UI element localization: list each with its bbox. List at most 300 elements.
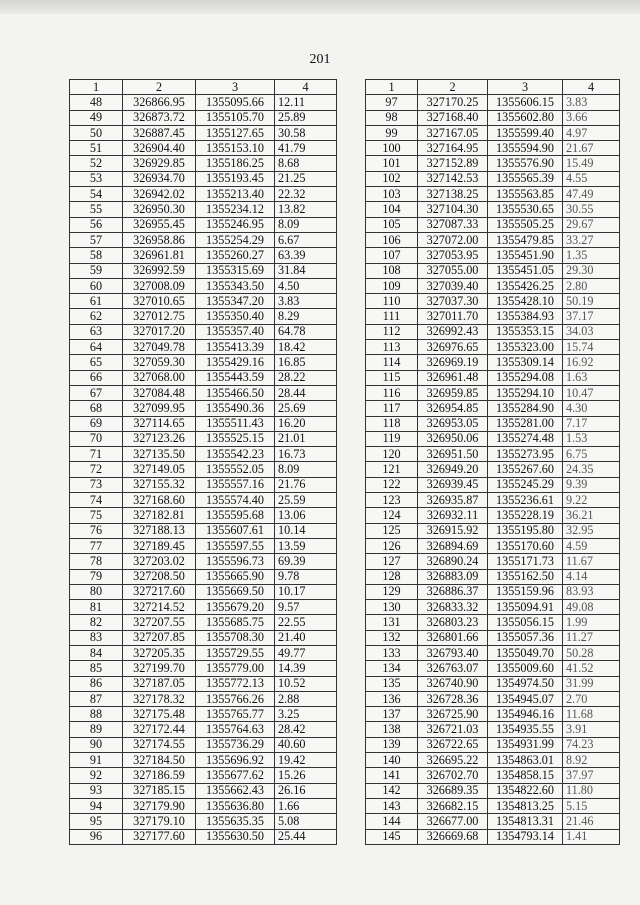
x-coordinate-cell: 326951.50: [418, 447, 488, 462]
point-number-cell: 56: [70, 217, 123, 232]
y-coordinate-cell: 1355552.05: [196, 462, 275, 477]
point-number-cell: 64: [70, 340, 123, 355]
point-number-cell: 77: [70, 538, 123, 553]
y-coordinate-cell: 1354974.50: [488, 676, 563, 691]
y-coordinate-cell: 1355413.39: [196, 340, 275, 355]
point-number-cell: 120: [366, 447, 418, 462]
y-coordinate-cell: 1355599.40: [488, 125, 563, 140]
table-row: [70, 187, 337, 202]
column-header-4: 4: [275, 80, 337, 95]
y-coordinate-cell: 1355274.48: [488, 431, 563, 446]
point-number-cell: 134: [366, 661, 418, 676]
x-coordinate-cell: 327135.50: [123, 447, 196, 462]
table-row: [70, 401, 337, 416]
page-number: 201: [309, 52, 331, 67]
table-row: [70, 385, 337, 400]
x-coordinate-cell: 327217.60: [123, 584, 196, 599]
table-row: [70, 523, 337, 538]
distance-cell: 41.52: [563, 661, 620, 676]
x-coordinate-cell: 326949.20: [418, 462, 488, 477]
y-coordinate-cell: 1355315.69: [196, 263, 275, 278]
coordinates-table-left: [69, 79, 337, 845]
point-number-cell: 145: [366, 829, 418, 844]
table-row: [70, 722, 337, 737]
table-row: [366, 294, 620, 309]
x-coordinate-cell: 327011.70: [418, 309, 488, 324]
table-row: [70, 676, 337, 691]
point-number-cell: 75: [70, 508, 123, 523]
distance-cell: 63.39: [275, 248, 337, 263]
y-coordinate-cell: 1354813.25: [488, 798, 563, 813]
table-row: [366, 661, 620, 676]
distance-cell: 8.29: [275, 309, 337, 324]
point-number-cell: 142: [366, 783, 418, 798]
x-coordinate-cell: 326890.24: [418, 554, 488, 569]
y-coordinate-cell: 1355347.20: [196, 294, 275, 309]
table-row: [366, 125, 620, 140]
distance-cell: 49.08: [563, 600, 620, 615]
distance-cell: 33.27: [563, 232, 620, 247]
column-header-2: 2: [418, 80, 488, 95]
point-number-cell: 122: [366, 477, 418, 492]
distance-cell: 2.80: [563, 278, 620, 293]
x-coordinate-cell: 326883.09: [418, 569, 488, 584]
distance-cell: 47.49: [563, 187, 620, 202]
y-coordinate-cell: 1355511.43: [196, 416, 275, 431]
y-coordinate-cell: 1355195.80: [488, 523, 563, 538]
distance-cell: 28.44: [275, 385, 337, 400]
distance-cell: 4.14: [563, 569, 620, 584]
point-number-cell: 114: [366, 355, 418, 370]
point-number-cell: 141: [366, 768, 418, 783]
table-row: [366, 645, 620, 660]
y-coordinate-cell: 1355294.08: [488, 370, 563, 385]
x-coordinate-cell: 327037.30: [418, 294, 488, 309]
x-coordinate-cell: 327186.59: [123, 768, 196, 783]
point-number-cell: 117: [366, 401, 418, 416]
distance-cell: 8.68: [275, 156, 337, 171]
table-row: [366, 554, 620, 569]
distance-cell: 25.44: [275, 829, 337, 844]
x-coordinate-cell: 327149.05: [123, 462, 196, 477]
x-coordinate-cell: 326904.40: [123, 141, 196, 156]
point-number-cell: 107: [366, 248, 418, 263]
point-number-cell: 138: [366, 722, 418, 737]
table-row: [70, 370, 337, 385]
x-coordinate-cell: 326695.22: [418, 753, 488, 768]
point-number-cell: 82: [70, 615, 123, 630]
distance-cell: 11.27: [563, 630, 620, 645]
y-coordinate-cell: 1355260.27: [196, 248, 275, 263]
table-row: [70, 661, 337, 676]
y-coordinate-cell: 1355245.29: [488, 477, 563, 492]
x-coordinate-cell: 327189.45: [123, 538, 196, 553]
point-number-cell: 55: [70, 202, 123, 217]
table-header-row: [70, 80, 337, 95]
point-number-cell: 58: [70, 248, 123, 263]
y-coordinate-cell: 1355679.20: [196, 600, 275, 615]
x-coordinate-cell: 326833.32: [418, 600, 488, 615]
distance-cell: 11.68: [563, 707, 620, 722]
table-row: [70, 615, 337, 630]
table-row: [70, 202, 337, 217]
x-coordinate-cell: 326932.11: [418, 508, 488, 523]
x-coordinate-cell: 326669.68: [418, 829, 488, 844]
point-number-cell: 103: [366, 187, 418, 202]
x-coordinate-cell: 326763.07: [418, 661, 488, 676]
table-row: [366, 171, 620, 186]
distance-cell: 13.06: [275, 508, 337, 523]
x-coordinate-cell: 326992.59: [123, 263, 196, 278]
table-row: [366, 217, 620, 232]
distance-cell: 4.59: [563, 538, 620, 553]
table-row: [70, 294, 337, 309]
column-header-3: 3: [488, 80, 563, 95]
x-coordinate-cell: 326801.66: [418, 630, 488, 645]
y-coordinate-cell: 1355490.36: [196, 401, 275, 416]
x-coordinate-cell: 327185.15: [123, 783, 196, 798]
distance-cell: 3.83: [275, 294, 337, 309]
table-row: [70, 538, 337, 553]
point-number-cell: 84: [70, 645, 123, 660]
table-row: [70, 493, 337, 508]
x-coordinate-cell: 327178.32: [123, 691, 196, 706]
y-coordinate-cell: 1355451.05: [488, 263, 563, 278]
distance-cell: 21.76: [275, 477, 337, 492]
distance-cell: 26.16: [275, 783, 337, 798]
distance-cell: 9.39: [563, 477, 620, 492]
table-row: [70, 278, 337, 293]
x-coordinate-cell: 326969.19: [418, 355, 488, 370]
point-number-cell: 132: [366, 630, 418, 645]
point-number-cell: 116: [366, 385, 418, 400]
table-row: [70, 630, 337, 645]
distance-cell: 30.58: [275, 125, 337, 140]
table-row: [70, 263, 337, 278]
point-number-cell: 68: [70, 401, 123, 416]
point-number-cell: 96: [70, 829, 123, 844]
distance-cell: 14.39: [275, 661, 337, 676]
point-number-cell: 85: [70, 661, 123, 676]
point-number-cell: 94: [70, 798, 123, 813]
table-row: [366, 707, 620, 722]
distance-cell: 11.67: [563, 554, 620, 569]
y-coordinate-cell: 1354863.01: [488, 753, 563, 768]
y-coordinate-cell: 1355213.40: [196, 187, 275, 202]
x-coordinate-cell: 326929.85: [123, 156, 196, 171]
distance-cell: 15.49: [563, 156, 620, 171]
point-number-cell: 78: [70, 554, 123, 569]
point-number-cell: 53: [70, 171, 123, 186]
distance-cell: 22.32: [275, 187, 337, 202]
table-row: [366, 324, 620, 339]
y-coordinate-cell: 1355596.73: [196, 554, 275, 569]
y-coordinate-cell: 1355594.90: [488, 141, 563, 156]
point-number-cell: 108: [366, 263, 418, 278]
y-coordinate-cell: 1355606.15: [488, 95, 563, 110]
x-coordinate-cell: 327207.85: [123, 630, 196, 645]
table-row: [70, 737, 337, 752]
y-coordinate-cell: 1355357.40: [196, 324, 275, 339]
y-coordinate-cell: 1355443.59: [196, 370, 275, 385]
table-row: [70, 95, 337, 110]
distance-cell: 11.80: [563, 783, 620, 798]
x-coordinate-cell: 327055.00: [418, 263, 488, 278]
point-number-cell: 118: [366, 416, 418, 431]
y-coordinate-cell: 1355669.50: [196, 584, 275, 599]
y-coordinate-cell: 1355525.15: [196, 431, 275, 446]
distance-cell: 16.20: [275, 416, 337, 431]
x-coordinate-cell: 326950.06: [418, 431, 488, 446]
x-coordinate-cell: 326689.35: [418, 783, 488, 798]
y-coordinate-cell: 1355009.60: [488, 661, 563, 676]
y-coordinate-cell: 1355576.90: [488, 156, 563, 171]
table-row: [366, 753, 620, 768]
x-coordinate-cell: 326935.87: [418, 493, 488, 508]
point-number-cell: 130: [366, 600, 418, 615]
table-row: [70, 768, 337, 783]
point-number-cell: 93: [70, 783, 123, 798]
table-row: [70, 416, 337, 431]
x-coordinate-cell: 327207.55: [123, 615, 196, 630]
table-row: [366, 600, 620, 615]
table-row: [366, 385, 620, 400]
point-number-cell: 76: [70, 523, 123, 538]
y-coordinate-cell: 1355171.73: [488, 554, 563, 569]
point-number-cell: 92: [70, 768, 123, 783]
x-coordinate-cell: 327208.50: [123, 569, 196, 584]
point-number-cell: 123: [366, 493, 418, 508]
y-coordinate-cell: 1355246.95: [196, 217, 275, 232]
distance-cell: 16.92: [563, 355, 620, 370]
table-row: [366, 523, 620, 538]
point-number-cell: 101: [366, 156, 418, 171]
x-coordinate-cell: 327099.95: [123, 401, 196, 416]
y-coordinate-cell: 1355057.36: [488, 630, 563, 645]
table-row: [70, 508, 337, 523]
distance-cell: 25.69: [275, 401, 337, 416]
table-row: [70, 447, 337, 462]
y-coordinate-cell: 1355234.12: [196, 202, 275, 217]
x-coordinate-cell: 327068.00: [123, 370, 196, 385]
column-header-2: 2: [123, 80, 196, 95]
point-number-cell: 87: [70, 691, 123, 706]
distance-cell: 21.67: [563, 141, 620, 156]
table-row: [70, 171, 337, 186]
point-number-cell: 121: [366, 462, 418, 477]
table-row: [366, 278, 620, 293]
point-number-cell: 109: [366, 278, 418, 293]
table-row: [366, 248, 620, 263]
table-header-row: [366, 80, 620, 95]
distance-cell: 31.84: [275, 263, 337, 278]
distance-cell: 50.19: [563, 294, 620, 309]
distance-cell: 8.92: [563, 753, 620, 768]
y-coordinate-cell: 1354946.16: [488, 707, 563, 722]
table-row: [70, 707, 337, 722]
distance-cell: 34.03: [563, 324, 620, 339]
distance-cell: 3.83: [563, 95, 620, 110]
y-coordinate-cell: 1355764.63: [196, 722, 275, 737]
y-coordinate-cell: 1355056.15: [488, 615, 563, 630]
point-number-cell: 57: [70, 232, 123, 247]
point-number-cell: 144: [366, 814, 418, 829]
distance-cell: 74.23: [563, 737, 620, 752]
x-coordinate-cell: 326886.37: [418, 584, 488, 599]
left-table-body: [70, 95, 337, 845]
point-number-cell: 86: [70, 676, 123, 691]
x-coordinate-cell: 326959.85: [418, 385, 488, 400]
distance-cell: 24.35: [563, 462, 620, 477]
table-row: [366, 309, 620, 324]
point-number-cell: 125: [366, 523, 418, 538]
column-header-1: 1: [70, 80, 123, 95]
distance-cell: 13.59: [275, 538, 337, 553]
distance-cell: 25.59: [275, 493, 337, 508]
distance-cell: 83.93: [563, 584, 620, 599]
distance-cell: 28.22: [275, 370, 337, 385]
y-coordinate-cell: 1355350.40: [196, 309, 275, 324]
distance-cell: 2.70: [563, 691, 620, 706]
x-coordinate-cell: 326866.95: [123, 95, 196, 110]
x-coordinate-cell: 327184.50: [123, 753, 196, 768]
y-coordinate-cell: 1355451.90: [488, 248, 563, 263]
distance-cell: 3.66: [563, 110, 620, 125]
point-number-cell: 54: [70, 187, 123, 202]
table-row: [70, 309, 337, 324]
x-coordinate-cell: 327203.02: [123, 554, 196, 569]
y-coordinate-cell: 1355772.13: [196, 676, 275, 691]
distance-cell: 8.09: [275, 462, 337, 477]
x-coordinate-cell: 326934.70: [123, 171, 196, 186]
point-number-cell: 67: [70, 385, 123, 400]
distance-cell: 31.99: [563, 676, 620, 691]
x-coordinate-cell: 326740.90: [418, 676, 488, 691]
column-header-1: 1: [366, 80, 418, 95]
distance-cell: 49.77: [275, 645, 337, 660]
table-row: [70, 141, 337, 156]
distance-cell: 1.99: [563, 615, 620, 630]
distance-cell: 4.55: [563, 171, 620, 186]
x-coordinate-cell: 326677.00: [418, 814, 488, 829]
table-row: [366, 768, 620, 783]
distance-cell: 29.67: [563, 217, 620, 232]
x-coordinate-cell: 326942.02: [123, 187, 196, 202]
point-number-cell: 140: [366, 753, 418, 768]
x-coordinate-cell: 326793.40: [418, 645, 488, 660]
y-coordinate-cell: 1354813.31: [488, 814, 563, 829]
table-row: [366, 370, 620, 385]
distance-cell: 13.82: [275, 202, 337, 217]
point-number-cell: 100: [366, 141, 418, 156]
x-coordinate-cell: 327170.25: [418, 95, 488, 110]
distance-cell: 15.74: [563, 340, 620, 355]
table-row: [366, 462, 620, 477]
y-coordinate-cell: 1355602.80: [488, 110, 563, 125]
point-number-cell: 135: [366, 676, 418, 691]
y-coordinate-cell: 1355542.23: [196, 447, 275, 462]
point-number-cell: 136: [366, 691, 418, 706]
x-coordinate-cell: 326953.05: [418, 416, 488, 431]
point-number-cell: 129: [366, 584, 418, 599]
distance-cell: 28.42: [275, 722, 337, 737]
x-coordinate-cell: 326721.03: [418, 722, 488, 737]
x-coordinate-cell: 327164.95: [418, 141, 488, 156]
x-coordinate-cell: 327138.25: [418, 187, 488, 202]
y-coordinate-cell: 1355696.92: [196, 753, 275, 768]
y-coordinate-cell: 1355662.43: [196, 783, 275, 798]
table-row: [70, 554, 337, 569]
y-coordinate-cell: 1355630.50: [196, 829, 275, 844]
point-number-cell: 60: [70, 278, 123, 293]
x-coordinate-cell: 326682.15: [418, 798, 488, 813]
distance-cell: 21.25: [275, 171, 337, 186]
table-row: [70, 798, 337, 813]
point-number-cell: 80: [70, 584, 123, 599]
point-number-cell: 73: [70, 477, 123, 492]
y-coordinate-cell: 1354822.60: [488, 783, 563, 798]
y-coordinate-cell: 1355162.50: [488, 569, 563, 584]
y-coordinate-cell: 1355153.10: [196, 141, 275, 156]
point-number-cell: 65: [70, 355, 123, 370]
distance-cell: 37.97: [563, 768, 620, 783]
y-coordinate-cell: 1355254.29: [196, 232, 275, 247]
right-table-body: [366, 95, 620, 845]
point-number-cell: 63: [70, 324, 123, 339]
table-row: [70, 783, 337, 798]
distance-cell: 6.75: [563, 447, 620, 462]
point-number-cell: 105: [366, 217, 418, 232]
y-coordinate-cell: 1355479.85: [488, 232, 563, 247]
y-coordinate-cell: 1355105.70: [196, 110, 275, 125]
table-row: [366, 508, 620, 523]
x-coordinate-cell: 326894.69: [418, 538, 488, 553]
point-number-cell: 74: [70, 493, 123, 508]
x-coordinate-cell: 327142.53: [418, 171, 488, 186]
x-coordinate-cell: 327174.55: [123, 737, 196, 752]
x-coordinate-cell: 327072.00: [418, 232, 488, 247]
table-row: [70, 355, 337, 370]
y-coordinate-cell: 1354858.15: [488, 768, 563, 783]
point-number-cell: 51: [70, 141, 123, 156]
table-row: [366, 584, 620, 599]
point-number-cell: 111: [366, 309, 418, 324]
point-number-cell: 102: [366, 171, 418, 186]
table-row: [366, 538, 620, 553]
y-coordinate-cell: 1355281.00: [488, 416, 563, 431]
y-coordinate-cell: 1355193.45: [196, 171, 275, 186]
table-row: [366, 814, 620, 829]
distance-cell: 3.91: [563, 722, 620, 737]
x-coordinate-cell: 326887.45: [123, 125, 196, 140]
y-coordinate-cell: 1355094.91: [488, 600, 563, 615]
table-row: [70, 324, 337, 339]
y-coordinate-cell: 1355505.25: [488, 217, 563, 232]
point-number-cell: 128: [366, 569, 418, 584]
x-coordinate-cell: 326725.90: [418, 707, 488, 722]
y-coordinate-cell: 1355343.50: [196, 278, 275, 293]
distance-cell: 1.35: [563, 248, 620, 263]
point-number-cell: 133: [366, 645, 418, 660]
y-coordinate-cell: 1355273.95: [488, 447, 563, 462]
y-coordinate-cell: 1355563.85: [488, 187, 563, 202]
y-coordinate-cell: 1354793.14: [488, 829, 563, 844]
point-number-cell: 104: [366, 202, 418, 217]
distance-cell: 10.17: [275, 584, 337, 599]
point-number-cell: 79: [70, 569, 123, 584]
y-coordinate-cell: 1355159.96: [488, 584, 563, 599]
table-row: [366, 477, 620, 492]
